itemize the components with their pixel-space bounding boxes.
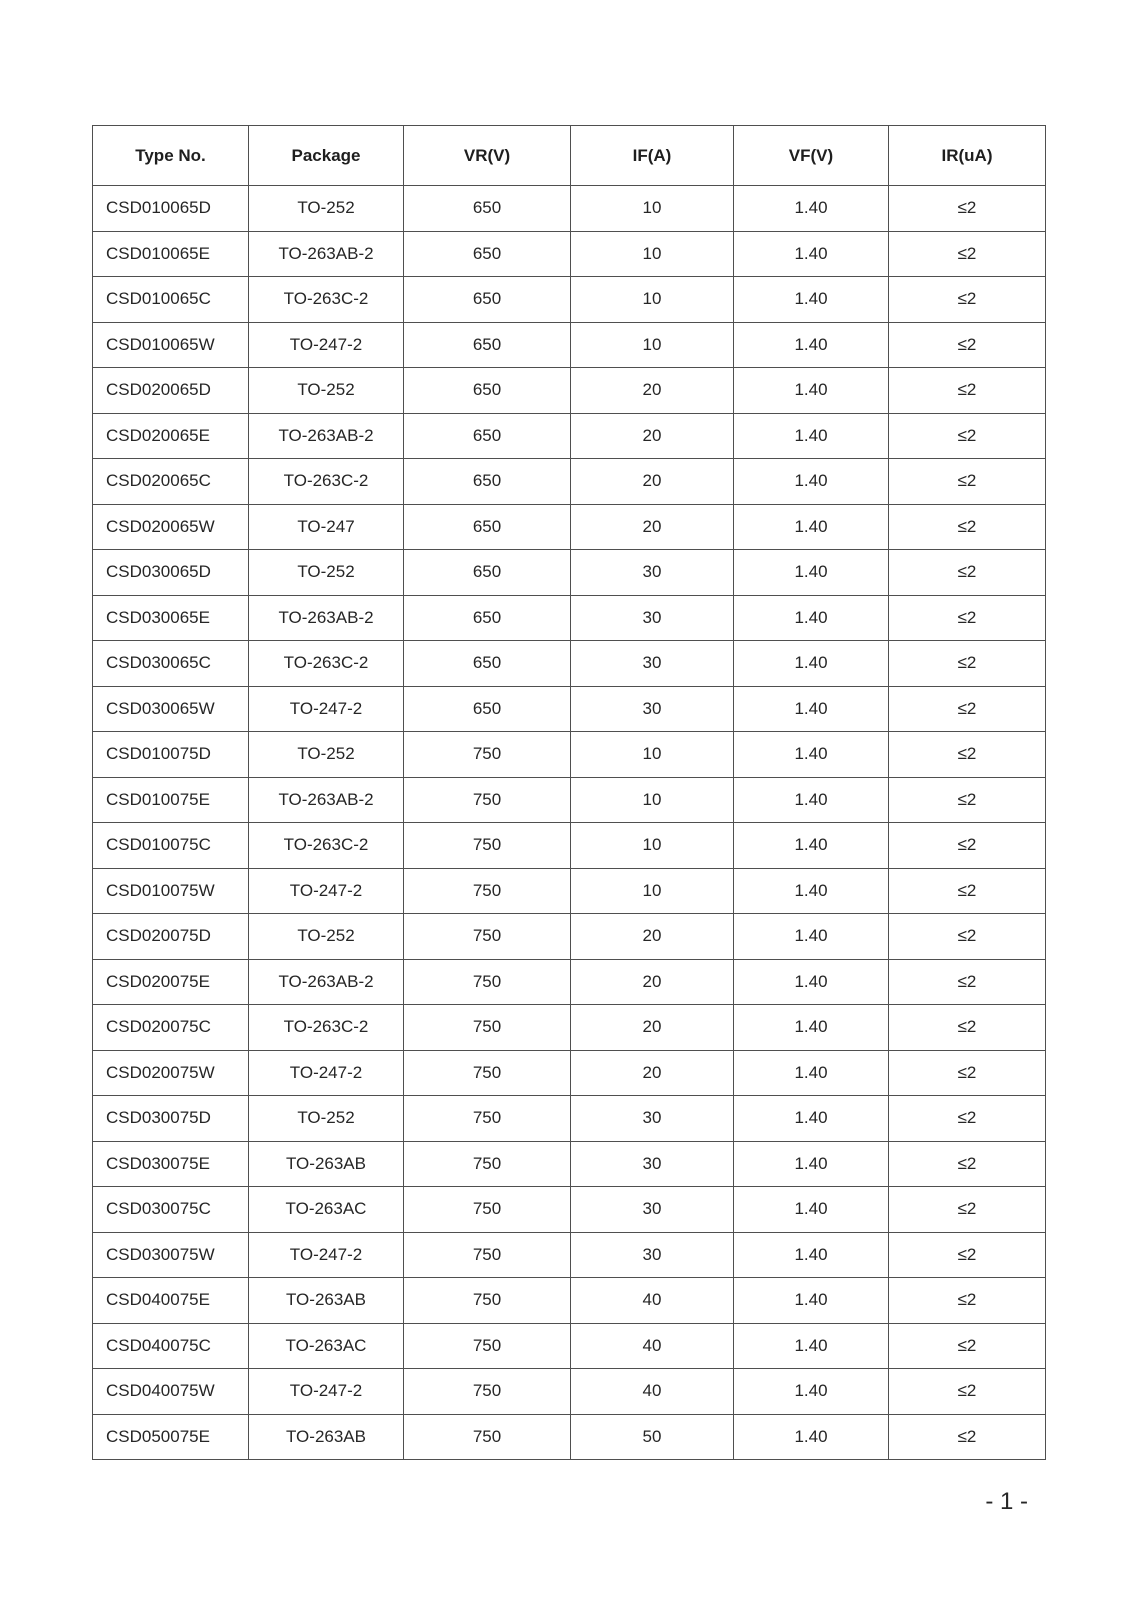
- cell-vr: 750: [404, 1278, 571, 1324]
- cell-vr: 650: [404, 322, 571, 368]
- cell-type-no: CSD030065W: [93, 686, 249, 732]
- cell-vr: 750: [404, 777, 571, 823]
- cell-ir: ≤2: [889, 277, 1046, 323]
- cell-package: TO-263AC: [249, 1187, 404, 1233]
- cell-ir: ≤2: [889, 641, 1046, 687]
- table-row: [93, 959, 1046, 1005]
- cell-if: 20: [571, 459, 734, 505]
- cell-if: 30: [571, 595, 734, 641]
- cell-package: TO-263AB-2: [249, 777, 404, 823]
- spec-table: [92, 125, 1046, 1460]
- cell-vf: 1.40: [734, 914, 889, 960]
- cell-if: 20: [571, 1005, 734, 1051]
- cell-if: 30: [571, 1187, 734, 1233]
- cell-package: TO-263C-2: [249, 823, 404, 869]
- cell-if: 30: [571, 550, 734, 596]
- cell-if: 30: [571, 1141, 734, 1187]
- cell-ir: ≤2: [889, 868, 1046, 914]
- cell-package: TO-247-2: [249, 686, 404, 732]
- cell-vr: 650: [404, 686, 571, 732]
- column-header-vf: VF(V): [734, 126, 889, 186]
- cell-vr: 650: [404, 231, 571, 277]
- cell-vf: 1.40: [734, 1278, 889, 1324]
- cell-type-no: CSD040075C: [93, 1323, 249, 1369]
- cell-ir: ≤2: [889, 1232, 1046, 1278]
- table-row: [93, 1187, 1046, 1233]
- cell-vf: 1.40: [734, 186, 889, 232]
- cell-if: 20: [571, 504, 734, 550]
- cell-vf: 1.40: [734, 413, 889, 459]
- cell-vf: 1.40: [734, 459, 889, 505]
- cell-vr: 650: [404, 368, 571, 414]
- cell-package: TO-247-2: [249, 1050, 404, 1096]
- cell-vr: 650: [404, 413, 571, 459]
- table-row: [93, 186, 1046, 232]
- cell-ir: ≤2: [889, 231, 1046, 277]
- cell-ir: ≤2: [889, 959, 1046, 1005]
- cell-vf: 1.40: [734, 641, 889, 687]
- cell-vf: 1.40: [734, 1323, 889, 1369]
- cell-vf: 1.40: [734, 1414, 889, 1460]
- cell-vr: 750: [404, 1414, 571, 1460]
- cell-vf: 1.40: [734, 777, 889, 823]
- cell-vf: 1.40: [734, 595, 889, 641]
- cell-package: TO-252: [249, 186, 404, 232]
- cell-type-no: CSD010065E: [93, 231, 249, 277]
- cell-type-no: CSD050075E: [93, 1414, 249, 1460]
- cell-if: 10: [571, 231, 734, 277]
- cell-if: 10: [571, 277, 734, 323]
- cell-type-no: CSD030075W: [93, 1232, 249, 1278]
- cell-vr: 750: [404, 1096, 571, 1142]
- table-row: [93, 914, 1046, 960]
- cell-package: TO-263AB: [249, 1414, 404, 1460]
- page-number: - 1 -: [985, 1488, 1028, 1515]
- cell-type-no: CSD020065E: [93, 413, 249, 459]
- cell-ir: ≤2: [889, 186, 1046, 232]
- cell-vf: 1.40: [734, 868, 889, 914]
- cell-if: 10: [571, 322, 734, 368]
- cell-vr: 750: [404, 732, 571, 778]
- cell-ir: ≤2: [889, 413, 1046, 459]
- table-row: [93, 1005, 1046, 1051]
- table-row: [93, 550, 1046, 596]
- cell-type-no: CSD030065C: [93, 641, 249, 687]
- table-row: [93, 277, 1046, 323]
- cell-vr: 750: [404, 823, 571, 869]
- cell-vf: 1.40: [734, 1005, 889, 1051]
- cell-vr: 750: [404, 1141, 571, 1187]
- cell-package: TO-252: [249, 368, 404, 414]
- cell-ir: ≤2: [889, 322, 1046, 368]
- cell-ir: ≤2: [889, 504, 1046, 550]
- cell-package: TO-263C-2: [249, 1005, 404, 1051]
- cell-vf: 1.40: [734, 823, 889, 869]
- cell-package: TO-263C-2: [249, 459, 404, 505]
- cell-package: TO-263AB: [249, 1278, 404, 1324]
- cell-ir: ≤2: [889, 823, 1046, 869]
- table-row: [93, 823, 1046, 869]
- table-row: [93, 686, 1046, 732]
- cell-vr: 650: [404, 277, 571, 323]
- cell-vr: 650: [404, 595, 571, 641]
- table-row: [93, 1278, 1046, 1324]
- cell-type-no: CSD020075D: [93, 914, 249, 960]
- cell-vf: 1.40: [734, 959, 889, 1005]
- cell-vf: 1.40: [734, 1187, 889, 1233]
- cell-ir: ≤2: [889, 732, 1046, 778]
- cell-if: 40: [571, 1278, 734, 1324]
- cell-if: 20: [571, 914, 734, 960]
- cell-if: 10: [571, 823, 734, 869]
- cell-vr: 750: [404, 1050, 571, 1096]
- cell-vf: 1.40: [734, 1050, 889, 1096]
- column-header-ir: IR(uA): [889, 126, 1046, 186]
- cell-package: TO-247-2: [249, 868, 404, 914]
- cell-type-no: CSD030075E: [93, 1141, 249, 1187]
- cell-if: 20: [571, 413, 734, 459]
- cell-type-no: CSD020065D: [93, 368, 249, 414]
- table-row: [93, 1414, 1046, 1460]
- cell-vr: 750: [404, 1232, 571, 1278]
- column-header-package: Package: [249, 126, 404, 186]
- table-row: [93, 459, 1046, 505]
- cell-ir: ≤2: [889, 777, 1046, 823]
- cell-ir: ≤2: [889, 1414, 1046, 1460]
- cell-vf: 1.40: [734, 686, 889, 732]
- cell-vr: 750: [404, 1369, 571, 1415]
- cell-vf: 1.40: [734, 504, 889, 550]
- cell-if: 10: [571, 186, 734, 232]
- table-row: [93, 368, 1046, 414]
- table-row: [93, 595, 1046, 641]
- cell-vf: 1.40: [734, 1141, 889, 1187]
- cell-if: 20: [571, 1050, 734, 1096]
- cell-vf: 1.40: [734, 1232, 889, 1278]
- cell-type-no: CSD020075C: [93, 1005, 249, 1051]
- cell-vf: 1.40: [734, 231, 889, 277]
- cell-type-no: CSD010065D: [93, 186, 249, 232]
- cell-type-no: CSD010075D: [93, 732, 249, 778]
- cell-if: 50: [571, 1414, 734, 1460]
- cell-if: 40: [571, 1369, 734, 1415]
- cell-vf: 1.40: [734, 732, 889, 778]
- cell-vr: 650: [404, 550, 571, 596]
- cell-if: 10: [571, 732, 734, 778]
- cell-package: TO-252: [249, 550, 404, 596]
- cell-vr: 750: [404, 1005, 571, 1051]
- table-row: [93, 1096, 1046, 1142]
- cell-type-no: CSD020065W: [93, 504, 249, 550]
- cell-package: TO-247-2: [249, 322, 404, 368]
- table-row: [93, 1369, 1046, 1415]
- cell-package: TO-263C-2: [249, 641, 404, 687]
- cell-type-no: CSD040075W: [93, 1369, 249, 1415]
- cell-type-no: CSD020075W: [93, 1050, 249, 1096]
- table-row: [93, 504, 1046, 550]
- cell-type-no: CSD030075D: [93, 1096, 249, 1142]
- cell-package: TO-252: [249, 732, 404, 778]
- cell-vr: 750: [404, 1323, 571, 1369]
- cell-if: 30: [571, 641, 734, 687]
- cell-vf: 1.40: [734, 322, 889, 368]
- column-header-if: IF(A): [571, 126, 734, 186]
- cell-ir: ≤2: [889, 459, 1046, 505]
- column-header-type-no: Type No.: [93, 126, 249, 186]
- table-row: [93, 1232, 1046, 1278]
- cell-package: TO-263AB-2: [249, 959, 404, 1005]
- table-row: [93, 777, 1046, 823]
- cell-package: TO-247-2: [249, 1232, 404, 1278]
- cell-if: 40: [571, 1323, 734, 1369]
- table-row: [93, 868, 1046, 914]
- cell-package: TO-263AB-2: [249, 231, 404, 277]
- cell-vr: 650: [404, 459, 571, 505]
- table-row: [93, 732, 1046, 778]
- cell-package: TO-263AC: [249, 1323, 404, 1369]
- table-row: [93, 413, 1046, 459]
- cell-type-no: CSD020065C: [93, 459, 249, 505]
- cell-if: 10: [571, 868, 734, 914]
- cell-type-no: CSD040075E: [93, 1278, 249, 1324]
- cell-vr: 750: [404, 959, 571, 1005]
- cell-vf: 1.40: [734, 1369, 889, 1415]
- table-row: [93, 1141, 1046, 1187]
- cell-if: 30: [571, 686, 734, 732]
- cell-package: TO-252: [249, 1096, 404, 1142]
- cell-vr: 650: [404, 186, 571, 232]
- cell-type-no: CSD010065C: [93, 277, 249, 323]
- cell-if: 30: [571, 1096, 734, 1142]
- cell-ir: ≤2: [889, 1005, 1046, 1051]
- cell-package: TO-247-2: [249, 1369, 404, 1415]
- cell-if: 30: [571, 1232, 734, 1278]
- cell-ir: ≤2: [889, 1187, 1046, 1233]
- cell-vf: 1.40: [734, 277, 889, 323]
- cell-type-no: CSD010065W: [93, 322, 249, 368]
- column-header-vr: VR(V): [404, 126, 571, 186]
- cell-type-no: CSD010075W: [93, 868, 249, 914]
- cell-ir: ≤2: [889, 686, 1046, 732]
- cell-if: 20: [571, 368, 734, 414]
- cell-type-no: CSD030065E: [93, 595, 249, 641]
- cell-package: TO-263AB-2: [249, 595, 404, 641]
- cell-package: TO-252: [249, 914, 404, 960]
- cell-vf: 1.40: [734, 368, 889, 414]
- cell-vf: 1.40: [734, 1096, 889, 1142]
- table-row: [93, 1323, 1046, 1369]
- cell-vr: 650: [404, 504, 571, 550]
- cell-ir: ≤2: [889, 595, 1046, 641]
- cell-package: TO-263C-2: [249, 277, 404, 323]
- cell-vr: 650: [404, 641, 571, 687]
- cell-vr: 750: [404, 868, 571, 914]
- cell-package: TO-263AB-2: [249, 413, 404, 459]
- table-row: [93, 1050, 1046, 1096]
- cell-type-no: CSD010075E: [93, 777, 249, 823]
- cell-package: TO-263AB: [249, 1141, 404, 1187]
- cell-if: 20: [571, 959, 734, 1005]
- cell-ir: ≤2: [889, 550, 1046, 596]
- cell-vr: 750: [404, 1187, 571, 1233]
- cell-ir: ≤2: [889, 1323, 1046, 1369]
- cell-if: 10: [571, 777, 734, 823]
- cell-ir: ≤2: [889, 1050, 1046, 1096]
- table-row: [93, 231, 1046, 277]
- cell-ir: ≤2: [889, 1141, 1046, 1187]
- table-header-row: [93, 126, 1046, 186]
- table-row: [93, 322, 1046, 368]
- cell-vf: 1.40: [734, 550, 889, 596]
- cell-vr: 750: [404, 914, 571, 960]
- cell-type-no: CSD030065D: [93, 550, 249, 596]
- cell-ir: ≤2: [889, 1096, 1046, 1142]
- cell-ir: ≤2: [889, 1369, 1046, 1415]
- cell-ir: ≤2: [889, 368, 1046, 414]
- cell-type-no: CSD010075C: [93, 823, 249, 869]
- cell-package: TO-247: [249, 504, 404, 550]
- table-row: [93, 641, 1046, 687]
- cell-ir: ≤2: [889, 914, 1046, 960]
- cell-type-no: CSD020075E: [93, 959, 249, 1005]
- cell-type-no: CSD030075C: [93, 1187, 249, 1233]
- cell-ir: ≤2: [889, 1278, 1046, 1324]
